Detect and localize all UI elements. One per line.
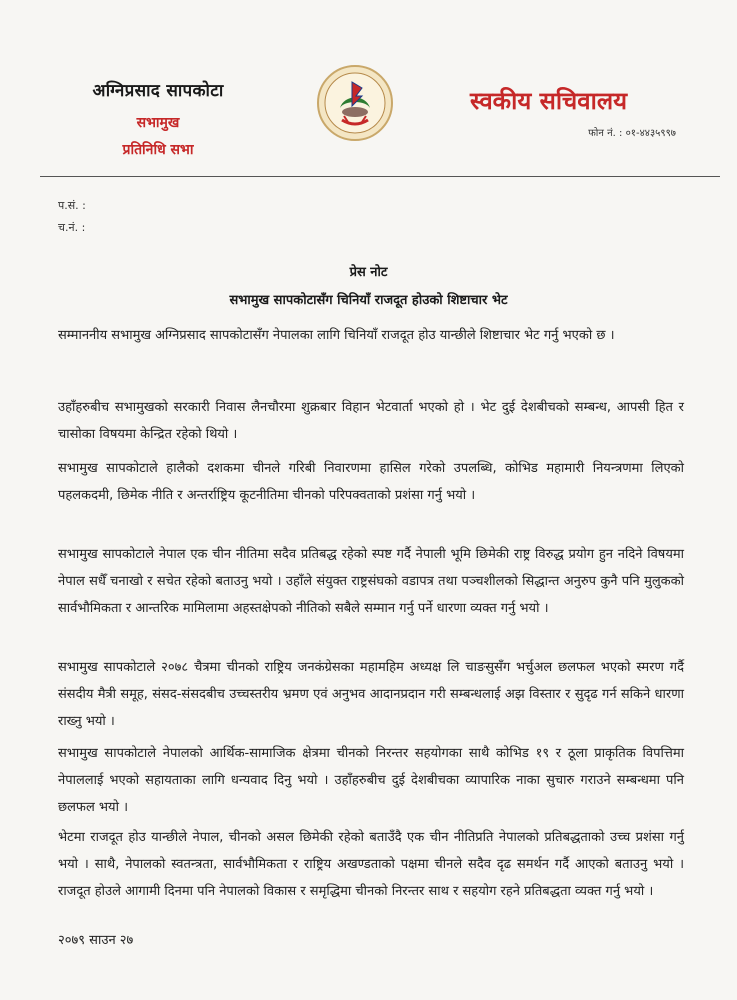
paragraph-5: सभामुख सापकोटाले २०७८ चैत्रमा चीनको राष्ट्रिय जनकंग्रेसका महामहिम अध्यक्ष लि चाङसुसँग भर्चुअल छलफल भएको स्मरण गर्दै संसदीय मैत्री समूह, संसद-संसदबीच उच्चस्तरीय भ्रमण एवं अनुभव आदानप्रदान गरी सम्बन्धलाई अझ विस्तार र सुदृढ गर्न सकिने धारणा राख्नु भयो । xyxy=(58,660,684,729)
speaker-title: सभामुख xyxy=(136,115,180,131)
nepal-parliament-emblem-icon xyxy=(316,64,394,142)
paragraph-3: सभामुख सापकोटाले हालैको दशकमा चीनले गरिबी निवारणमा हासिल गरेको उपलब्धि, कोभिड महामारी नियन्त्रणमा लिएको पहलकदमी, छिमेक नीति र अन्तर्राष्ट्रिय कूटनीतिमा चीनको परिपक्वताको प्रशंसा गर्नु भयो । xyxy=(58,461,684,503)
document-heading: प्रेस नोट xyxy=(349,265,388,280)
house-name: प्रतिनिधि सभा xyxy=(122,142,194,158)
reference-chn: च.नं. : xyxy=(58,221,86,234)
document-subheading: सभामुख सापकोटासँग चिनियाँ राजदूत होउको शिष्टाचार भेट xyxy=(229,293,508,308)
paragraph-6: सभामुख सापकोटाले नेपालको आर्थिक-सामाजिक क्षेत्रमा चीनको निरन्तर सहयोगका साथै कोभिड १९ र ठूला प्राकृतिक विपत्तिमा नेपाललाई भएको सहायताका लागि धन्यवाद दिनु भयो । उहाँहरुबीच दुई देशबीचका व्यापारिक नाका सुचारु गराउने सम्बन्धमा पनि छलफल भयो । xyxy=(58,746,684,815)
paragraph-7: भेटमा राजदूत होउ यान्छीले नेपाल, चीनको असल छिमेकी रहेको बताउँदै एक चीन नीतिप्रति नेपालको प्रतिबद्धताको उच्च प्रशंसा गर्नु भयो । साथै, नेपालको स्वतन्त्रता, सार्वभौमिकता र राष्ट्रिय अखण्डताको पक्षमा चीनले सदैव दृढ समर्थन गर्दै आएको बताउनु भयो । राजदूत होउले आगामी दिनमा पनि नेपालको विकास र समृद्धिमा चीनको निरन्तर साथ र सहयोग रहने प्रतिबद्धता व्यक्त गर्नु भयो । xyxy=(58,830,684,899)
office-name: स्वकीय सचिवालय xyxy=(470,87,628,115)
phone-number: फोन नं. : ०१-४४३५९९७ xyxy=(588,128,676,139)
header-divider xyxy=(40,176,720,177)
letterhead-right xyxy=(470,84,690,139)
paragraph-4: सभामुख सापकोटाले नेपाल एक चीन नीतिमा सदैव प्रतिबद्ध रहेको स्पष्ट गर्दै नेपाली भूमि छिमेकी राष्ट्र विरुद्ध प्रयोग हुन नदिने विषयमा नेपाल सधैँ चनाखो र सचेत रहेको बताउनु भयो । उहाँले संयुक्त राष्ट्रसंघको वडापत्र तथा पञ्चशीलको सिद्धान्त अनुरुप कुनै पनि मुलुकको सार्वभौमिकता र आन्तरिक मामिलामा अहस्तक्षेपको नीतिको सबैले सम्मान गर्नु पर्ने धारणा व्यक्त गर्नु भयो । xyxy=(58,547,684,616)
document-date: २०७९ साउन २७ xyxy=(58,933,134,948)
letterhead-left xyxy=(58,78,258,159)
paragraph-1: सम्माननीय सभामुख अग्निप्रसाद सापकोटासँग नेपालका लागि चिनियाँ राजदूत होउ यान्छीले शिष्टाचार भेट गर्नु भएको छ । xyxy=(58,328,615,343)
paragraph-2: उहाँहरुबीच सभामुखको सरकारी निवास लैनचौरमा शुक्रबार विहान भेटवार्ता भएको हो । भेट दुई देशबीचको सम्बन्ध, आपसी हित र चासोका विषयमा केन्द्रित रहेको थियो । xyxy=(58,400,684,442)
speaker-name: अग्निप्रसाद सापकोटा xyxy=(92,81,224,101)
reference-ps: प.सं. : xyxy=(58,199,86,212)
